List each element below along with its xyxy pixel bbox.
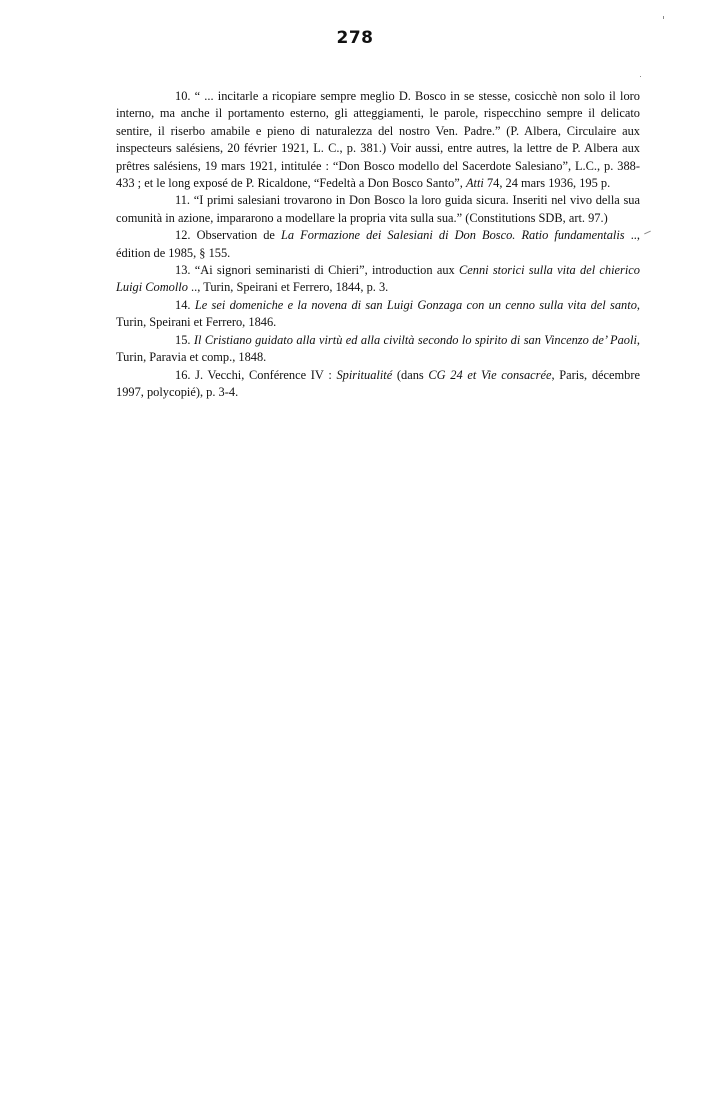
endnote-16 [116, 367, 640, 402]
endnote-14 [116, 297, 640, 332]
scan-speck [663, 16, 664, 19]
italic-title: Il Cristiano guidato alla virtù ed alla civiltà secondo lo spirito di san Vincenzo de’ Paoli [193, 332, 637, 347]
note-text: 14. [175, 297, 195, 312]
page-number: 278 [336, 28, 374, 48]
note-text: (dans [392, 367, 429, 382]
note-text: , Paris, décembre 1997, polycopié), p. 3-4. [116, 367, 640, 399]
italic-title: Cenni storici sulla vita del chierico Luigi Comollo [116, 263, 640, 295]
note-text: .., édition de 1985, § 155. [116, 228, 641, 260]
endnote-11 [116, 192, 640, 227]
italic-title: Spiritualité [336, 367, 393, 382]
endnotes-list [116, 88, 640, 401]
endnote-10 [116, 88, 640, 192]
note-text: 15. [175, 332, 194, 347]
endnote-13 [116, 262, 640, 297]
note-text: 11. “I primi salesiani trovarono in Don Bosco la loro guida sicura. Inseriti nel vivo della sua comunità in azione, impararono a modellare la propria vita sulla sua.” (Constitutions SDB, art. 97.) [116, 193, 640, 225]
italic-title: La Formazione dei Salesiani di Don Bosco. Ratio fundamentalis [281, 228, 625, 243]
italic-title: Le sei domeniche e la novena di san Luigi Gonzaga con un cenno sulla vita del santo [194, 297, 637, 312]
note-text: , Turin, Paravia et comp., 1848. [116, 332, 640, 365]
note-text: 16. J. Vecchi, Conférence IV : [175, 367, 337, 382]
scan-speck [640, 76, 641, 77]
endnote-15 [116, 332, 640, 367]
note-text: 74, 24 mars 1936, 195 p. [483, 176, 611, 191]
endnote-12 [116, 227, 640, 262]
scan-speck [644, 231, 651, 235]
note-text: 12. Observation de [175, 228, 281, 243]
italic-title: Atti [465, 176, 484, 191]
note-text: 13. “Ai signori seminaristi di Chieri”, introduction aux [175, 263, 459, 278]
italic-title: CG 24 et Vie consacrée [428, 367, 552, 382]
note-text: , Turin, Speirani et Ferrero, 1846. [116, 297, 640, 330]
note-text: .., Turin, Speirani et Ferrero, 1844, p. 3. [187, 280, 389, 295]
note-text: 10. “ ... incitarle a ricopiare sempre meglio D. Bosco in se stesse, cosicchè non solo il loro interno, ma anche il portamento esterno, gli atteggiamenti, le parole, rispecchino sempre il delicato sentire, il riserbo amabile e pieno di naturalezza del nostro Ven. Padre.” (P. Albera, Circulaire aux inspecteurs salésiens, 20 février 1921, L. C., p. 381.) Voir aussi, entre autres, la lettre de P. Albera aux prêtres salésiens, 19 mars 1921, intitulée : “Don Bosco modello del Sacerdote Salesiano”, L.C., p. 388-433 ; et le long exposé de P. Ricaldone, “Fedeltà a Don Bosco Santo”, [116, 89, 640, 191]
